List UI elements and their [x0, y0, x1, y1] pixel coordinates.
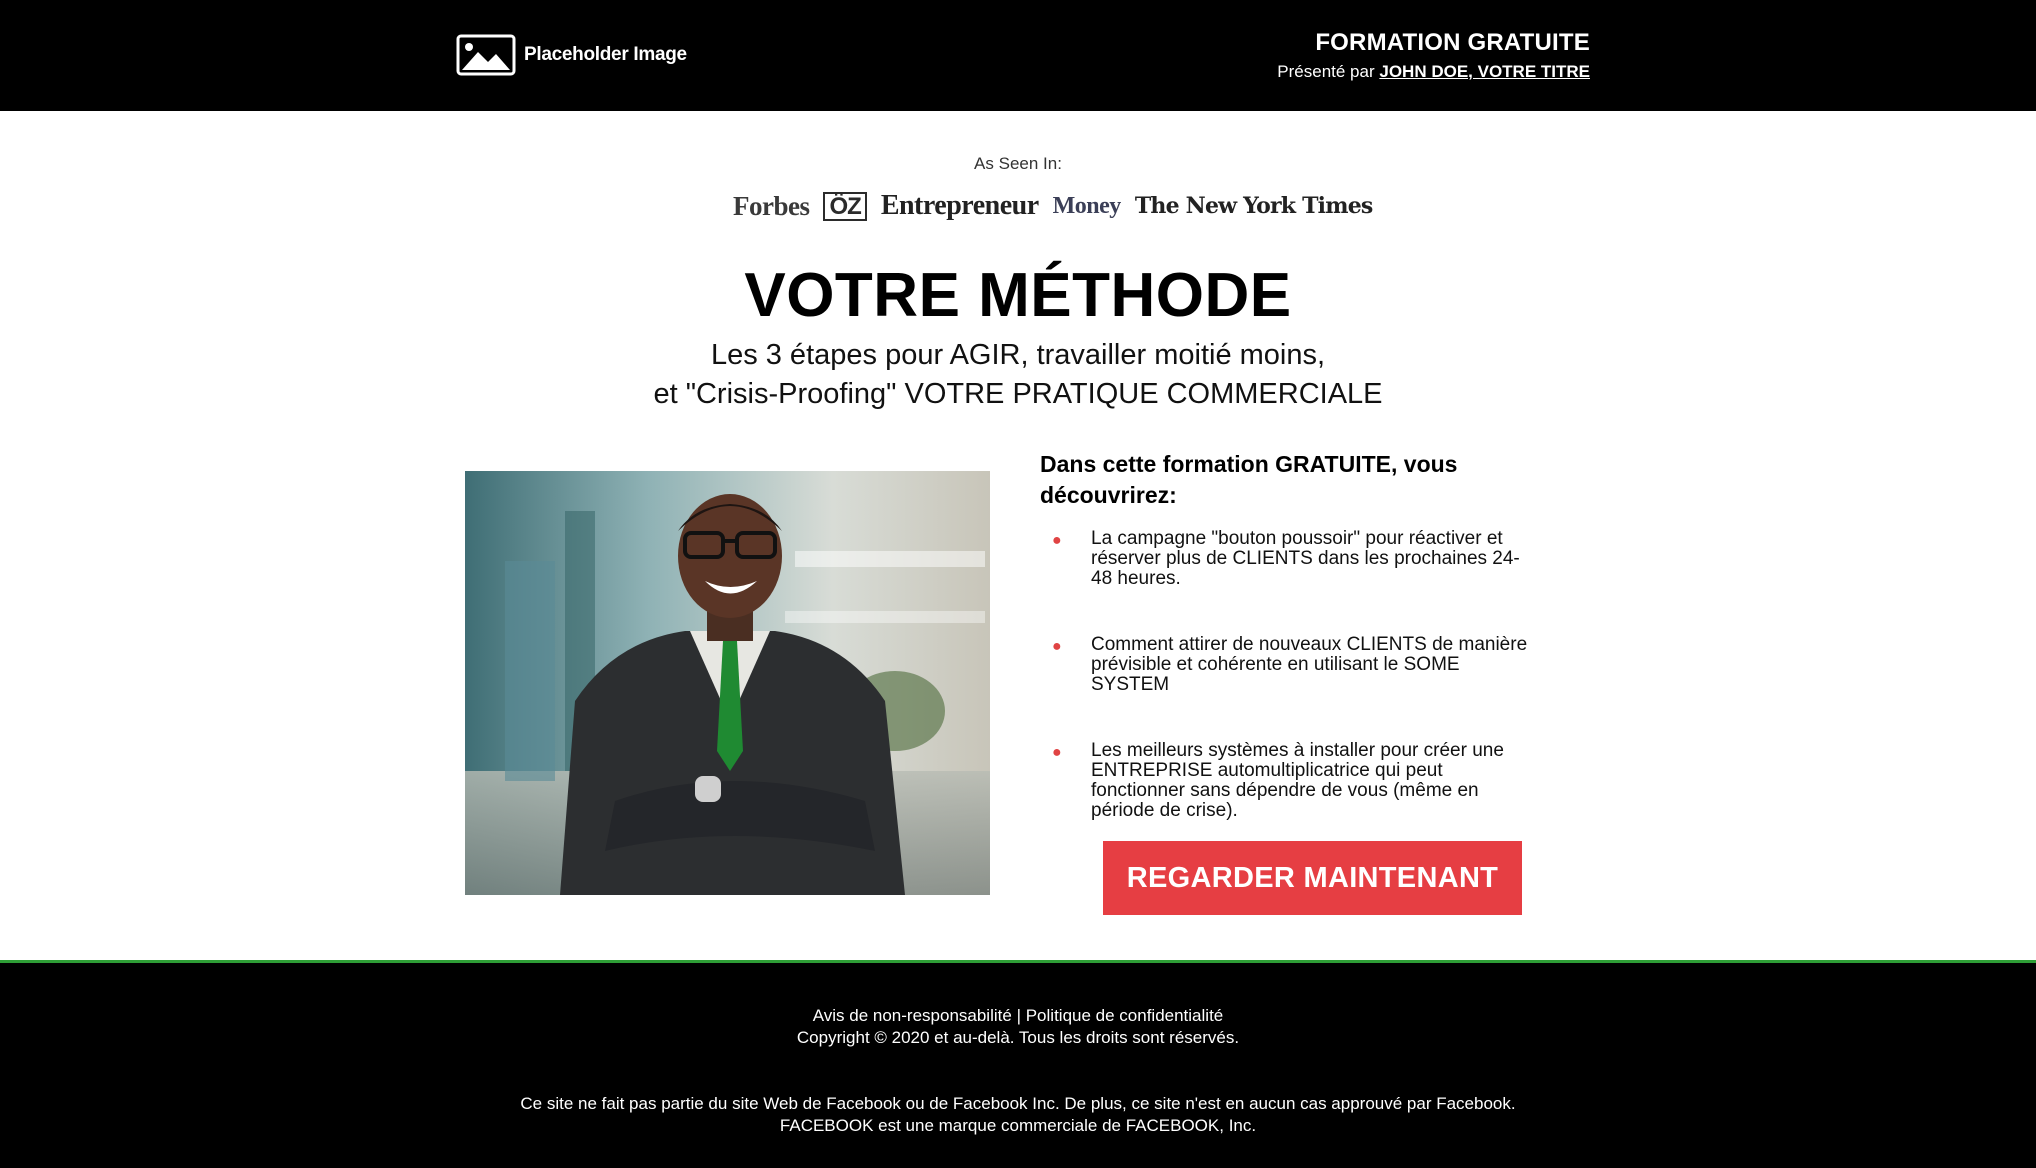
bullet-icon: ●: [1052, 532, 1062, 549]
list-item: [1040, 741, 1531, 821]
header-info: [1277, 29, 1590, 82]
logo[interactable]: [456, 34, 687, 76]
footer-links: [0, 1005, 2036, 1049]
privacy-link[interactable]: Politique de confidentialité: [1025, 1006, 1224, 1025]
benefit-text: Comment attirer de nouveaux CLIENTS de manière prévisible et cohérente en utilisant le SOME SYSTEM: [1091, 634, 1528, 695]
press-logo-oz: ÖZ: [823, 192, 866, 221]
benefit-text: La campagne "bouton poussoir" pour réactiver et réserver plus de CLIENTS dans les prochaines 24-48 heures.: [1091, 528, 1520, 589]
subtitle-line-2: et "Crisis-Proofing" VOTRE PRATIQUE COMMERCIALE: [653, 378, 1383, 410]
facebook-disclaimer-line-2: FACEBOOK est une marque commerciale de FACEBOOK, Inc.: [779, 1116, 1257, 1135]
logo-text: Placeholder Image: [524, 44, 687, 65]
subtitle-line-1: Les 3 étapes pour AGIR, travailler moitié moins,: [710, 339, 1326, 371]
watch-now-button[interactable]: REGARDER MAINTENANT: [1103, 841, 1522, 915]
press-logo-money: Money: [1052, 192, 1121, 219]
disclaimer-link[interactable]: Avis de non-responsabilité: [812, 1006, 1012, 1025]
page-subtitle: [0, 336, 2036, 414]
copyright-text: Copyright © 2020 et au-delà. Tous les droits sont réservés.: [796, 1028, 1240, 1047]
facebook-disclaimer-line-1: Ce site ne fait pas partie du site Web de Facebook ou de Facebook Inc. De plus, ce site n'est en aucun cas approuvé par Facebook.: [520, 1094, 1516, 1113]
site-header: [0, 0, 2036, 111]
list-item: [1040, 529, 1531, 589]
content-section: [1040, 449, 1580, 867]
press-logos: [733, 186, 1373, 226]
press-logo-forbes: Forbes: [733, 190, 810, 221]
list-item: [1040, 635, 1531, 695]
benefit-text: Les meilleurs systèmes à installer pour créer une ENTREPRISE automultiplicatrice qui peut fonctionner sans dépendre de vous (même en période de crise).: [1091, 740, 1504, 821]
presenter-photo: [465, 471, 990, 895]
image-placeholder-icon: [456, 34, 516, 76]
presented-by-label: Présenté par: [1277, 62, 1375, 81]
facebook-disclaimer: [0, 1093, 2036, 1137]
presenter-line: [1277, 62, 1590, 82]
bullet-icon: ●: [1052, 638, 1062, 655]
header-title: FORMATION GRATUITE: [1315, 29, 1590, 56]
bullet-icon: ●: [1052, 744, 1062, 761]
site-footer: [0, 960, 2036, 1168]
benefit-list: [1040, 529, 1580, 821]
content-heading: Dans cette formation GRATUITE, vous découvrirez:: [1040, 451, 1458, 508]
presenter-link[interactable]: JOHN DOE, VOTRE TITRE: [1379, 62, 1590, 81]
page-title: VOTRE MÉTHODE: [744, 261, 1292, 330]
press-logo-entrepreneur: Entrepreneur: [880, 190, 1039, 221]
footer-separator: |: [1016, 1006, 1021, 1025]
press-logo-nyt: The New York Times: [1134, 193, 1373, 219]
as-seen-in-label: As Seen In:: [974, 154, 1062, 173]
